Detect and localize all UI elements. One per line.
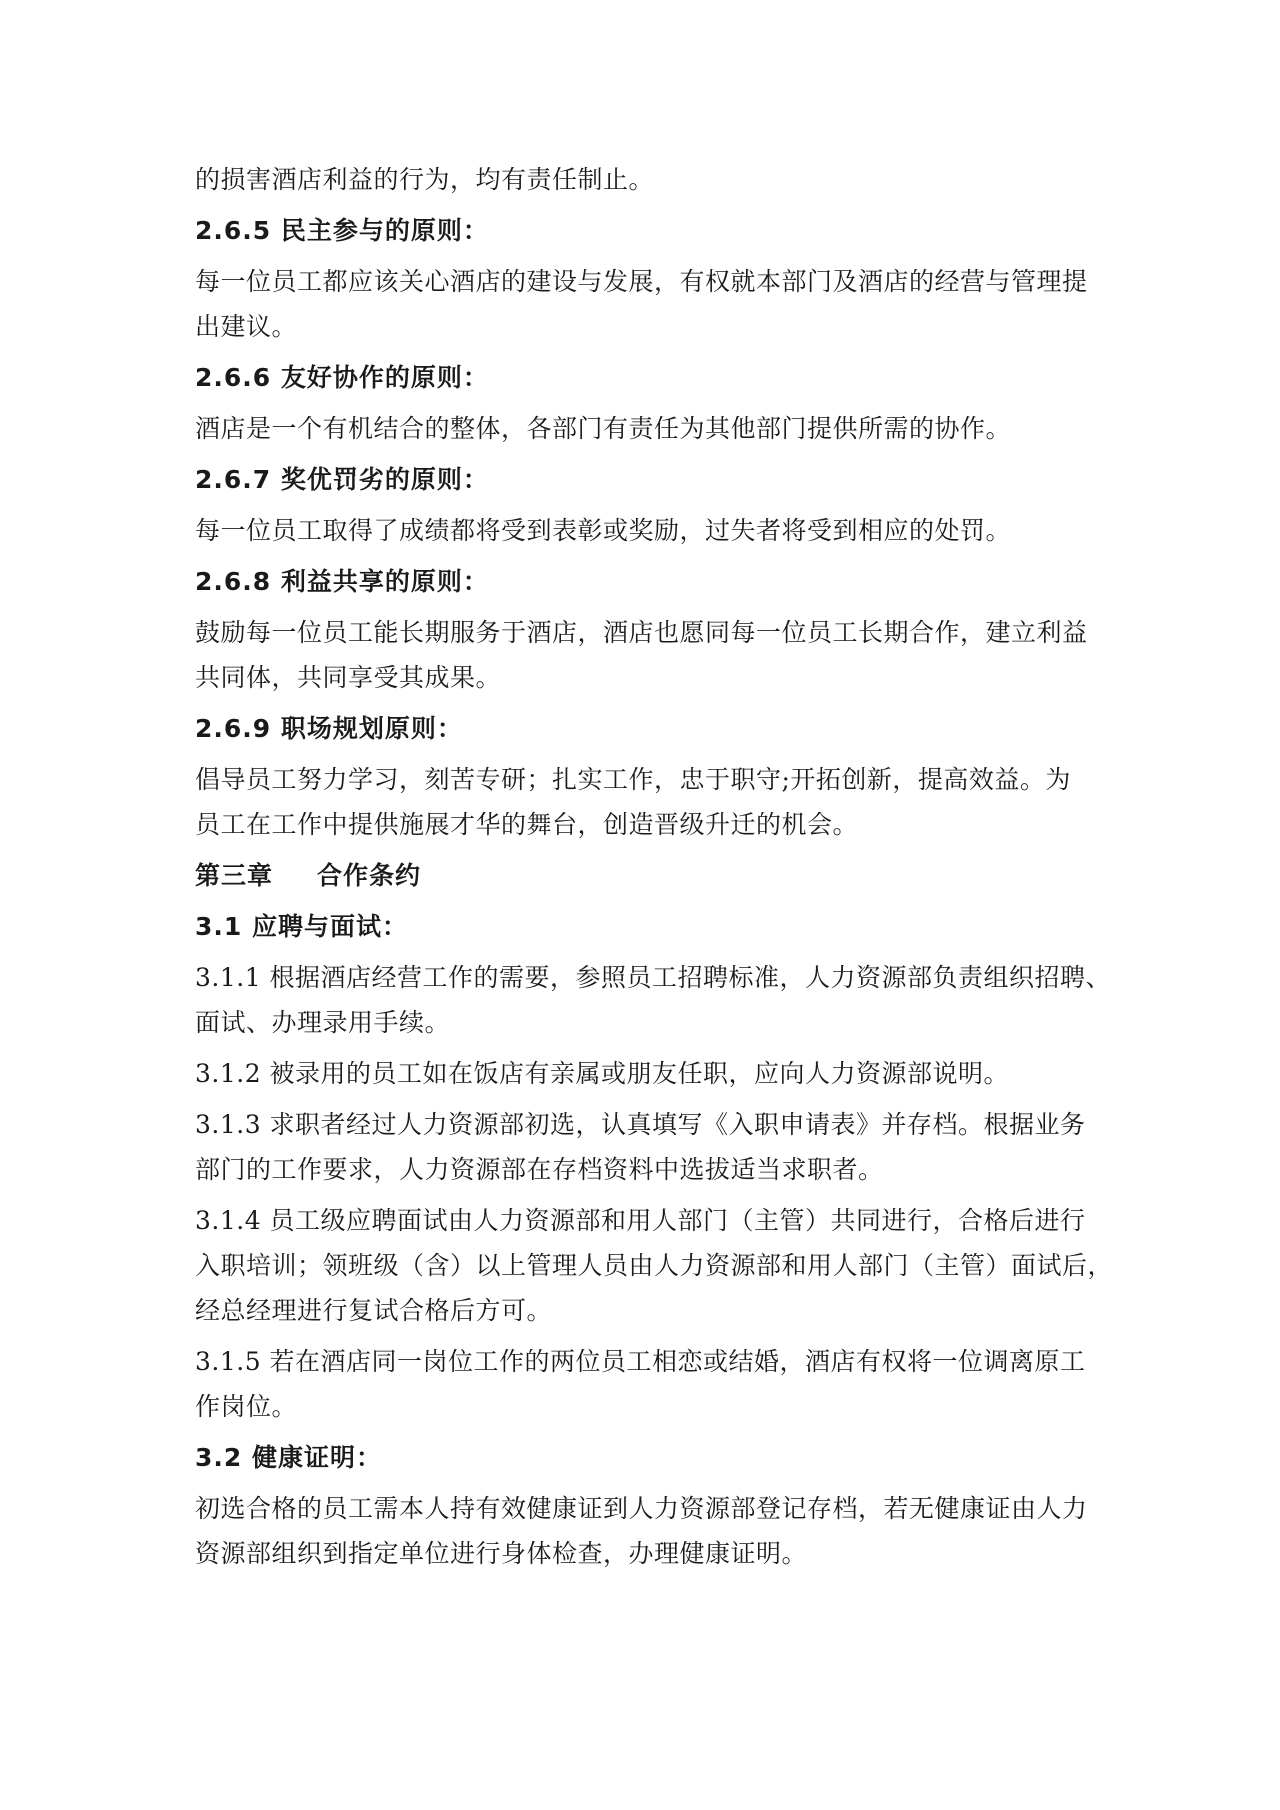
chapter-title: 合作条约	[317, 861, 422, 890]
body-text-line: 3.1.1 根据酒店经营工作的需要，参照员工招聘标准，人力资源部负责组织招聘、	[195, 963, 1112, 992]
body-text-line: 出建议。	[195, 312, 298, 341]
body-text-line: 面试、办理录用手续。	[195, 1008, 451, 1037]
body-text-line: 3.1.5 若在酒店同一岗位工作的两位员工相恋或结婚，酒店有权将一位调离原工	[195, 1347, 1086, 1376]
section-heading-2-6-5: 2.6.5 民主参与的原则：	[195, 216, 489, 245]
body-text-line: 作岗位。	[195, 1392, 298, 1421]
body-text-line: 部门的工作要求，人力资源部在存档资料中选拔适当求职者。	[195, 1155, 884, 1184]
body-text-line: 酒店是一个有机结合的整体，各部门有责任为其他部门提供所需的协作。	[195, 414, 1012, 443]
body-text-line: 共同体，共同享受其成果。	[195, 663, 502, 692]
body-text-line: 入职培训；领班级（含）以上管理人员由人力资源部和用人部门（主管）面试后，	[195, 1251, 1114, 1280]
body-text-line: 的损害酒店利益的行为，均有责任制止。	[195, 165, 655, 194]
section-heading-3-2: 3.2 健康证明：	[195, 1443, 382, 1472]
body-text-line: 3.1.3 求职者经过人力资源部初选，认真填写《入职申请表》并存档。根据业务	[195, 1110, 1086, 1139]
section-heading-2-6-8: 2.6.8 利益共享的原则：	[195, 567, 489, 596]
section-heading-3-1: 3.1 应聘与面试：	[195, 912, 408, 941]
body-text-line: 员工在工作中提供施展才华的舞台，创造晋级升迁的机会。	[195, 810, 859, 839]
body-text-line: 经总经理进行复试合格后方可。	[195, 1296, 553, 1325]
body-text-line: 3.1.2 被录用的员工如在饭店有亲属或朋友任职，应向人力资源部说明。	[195, 1059, 1010, 1088]
document-page	[195, 157, 1114, 1576]
section-heading-2-6-6: 2.6.6 友好协作的原则：	[195, 363, 489, 392]
body-text-line: 倡导员工努力学习，刻苦专研；扎实工作，忠于职守;开拓创新，提高效益。为	[195, 765, 1071, 794]
body-text-line: 鼓励每一位员工能长期服务于酒店，酒店也愿同每一位员工长期合作，建立利益	[195, 618, 1088, 647]
body-text-line: 每一位员工都应该关心酒店的建设与发展，有权就本部门及酒店的经营与管理提	[195, 267, 1088, 296]
chapter-heading	[195, 853, 1095, 898]
section-heading-2-6-9: 2.6.9 职场规划原则：	[195, 714, 463, 743]
section-heading-2-6-7: 2.6.7 奖优罚劣的原则：	[195, 465, 489, 494]
body-text-line: 资源部组织到指定单位进行身体检查，办理健康证明。	[195, 1539, 808, 1568]
body-text-line: 初选合格的员工需本人持有效健康证到人力资源部登记存档，若无健康证由人力	[195, 1494, 1088, 1523]
chapter-number: 第三章	[195, 861, 274, 890]
body-text-line: 每一位员工取得了成绩都将受到表彰或奖励，过失者将受到相应的处罚。	[195, 516, 1012, 545]
body-text-line: 3.1.4 员工级应聘面试由人力资源部和用人部门（主管）共同进行，合格后进行	[195, 1206, 1086, 1235]
